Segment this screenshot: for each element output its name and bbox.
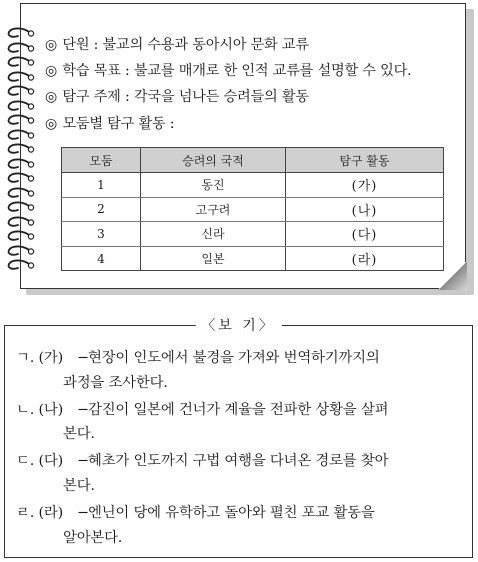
nation-cell: 일본 — [141, 246, 286, 271]
table-header-row — [62, 148, 444, 173]
activity-cell: (라) — [286, 246, 444, 271]
item-label: ㄷ. (다) — [16, 453, 63, 470]
item-label: ㄱ. (가) — [16, 350, 63, 366]
item-label: ㄴ. (나) — [16, 401, 63, 418]
bogi-item — [16, 346, 466, 396]
item-label: ㄹ. (라) — [16, 504, 63, 521]
table-row — [62, 173, 444, 198]
item-text — [63, 346, 466, 396]
item-dash: − — [77, 453, 89, 470]
nation-cell: 고구려 — [141, 197, 286, 222]
table-row — [62, 246, 444, 271]
spiral-ring-icon — [6, 244, 36, 259]
notebook-content — [45, 32, 465, 137]
bogi-title: 〈보 기〉 — [195, 315, 282, 335]
item-text — [63, 501, 466, 551]
item-text — [63, 449, 466, 499]
activity-cell: (다) — [286, 222, 444, 247]
bogi-item — [16, 501, 466, 551]
group-activity-line — [45, 111, 465, 137]
spiral-ring-icon — [6, 26, 36, 41]
item-text-line1: 현장이 인도에서 불경을 가져와 번역하기까지의 — [88, 350, 380, 366]
group-cell: 4 — [62, 246, 141, 271]
spiral-ring-icon — [6, 113, 36, 128]
spiral-ring-icon — [6, 229, 36, 244]
bullet-icon: ◎ — [45, 89, 58, 106]
bogi-item — [16, 398, 466, 448]
objective-text: 학습 목표 : 불교를 매개로 한 인적 교류를 설명할 수 있다. — [62, 63, 412, 80]
bullet-icon: ◎ — [45, 63, 58, 80]
spiral-ring-icon — [6, 157, 36, 172]
item-text-line2: 본다. — [63, 426, 95, 443]
spiral-ring-icon — [6, 142, 36, 157]
header-group: 모둠 — [62, 148, 141, 173]
item-text-line1: 혜초가 인도까지 구법 여행을 다녀온 경로를 찾아 — [88, 453, 389, 470]
item-dash: − — [77, 401, 89, 418]
group-cell: 2 — [62, 197, 141, 222]
spiral-ring-icon — [6, 186, 36, 201]
nation-cell: 동진 — [141, 173, 286, 198]
table-row — [62, 222, 444, 247]
spiral-binding — [6, 26, 42, 273]
activity-table — [61, 147, 444, 271]
activity-cell: (가) — [286, 173, 444, 198]
group-activity-text: 모둠별 탐구 활동 : — [62, 115, 175, 132]
bogi-item — [16, 449, 466, 499]
spiral-ring-icon — [6, 84, 36, 99]
spiral-ring-icon — [6, 258, 36, 273]
activity-cell: (나) — [286, 197, 444, 222]
bullet-icon: ◎ — [45, 37, 58, 53]
group-cell: 3 — [62, 222, 141, 247]
item-text-line1: 엔닌이 당에 유학하고 돌아와 펼친 포교 활동을 — [88, 504, 375, 521]
notebook-card — [20, 3, 466, 289]
spiral-ring-icon — [6, 215, 36, 230]
item-text — [63, 398, 466, 448]
bogi-items — [16, 346, 466, 552]
item-text-line1: 감진이 일본에 건너가 계율을 전파한 상황을 살펴 — [88, 401, 389, 418]
unit-line — [45, 32, 465, 58]
item-dash: − — [77, 504, 89, 521]
topic-text: 탐구 주제 : 각국을 넘나든 승려들의 활동 — [62, 89, 309, 106]
nation-cell: 신라 — [141, 222, 286, 247]
spiral-ring-icon — [6, 70, 36, 85]
group-cell: 1 — [62, 173, 141, 198]
item-text-line2: 본다. — [63, 477, 95, 494]
bogi-box — [4, 318, 473, 558]
item-text-line2: 과정을 조사한다. — [63, 374, 168, 391]
spiral-ring-icon — [6, 171, 36, 186]
spiral-ring-icon — [6, 200, 36, 215]
item-dash: − — [77, 350, 89, 366]
header-activity: 탐구 활동 — [286, 148, 444, 173]
objective-line — [45, 58, 465, 84]
topic-line — [45, 84, 465, 110]
unit-text: 단원 : 불교의 수용과 동아시아 문화 교류 — [62, 37, 309, 53]
spiral-ring-icon — [6, 55, 36, 70]
spiral-ring-icon — [6, 99, 36, 114]
spiral-ring-icon — [6, 128, 36, 143]
item-text-line2: 알아본다. — [63, 529, 123, 546]
spiral-ring-icon — [6, 41, 36, 56]
bullet-icon: ◎ — [45, 115, 58, 132]
header-nation: 승려의 국적 — [141, 148, 286, 173]
table-row — [62, 197, 444, 222]
